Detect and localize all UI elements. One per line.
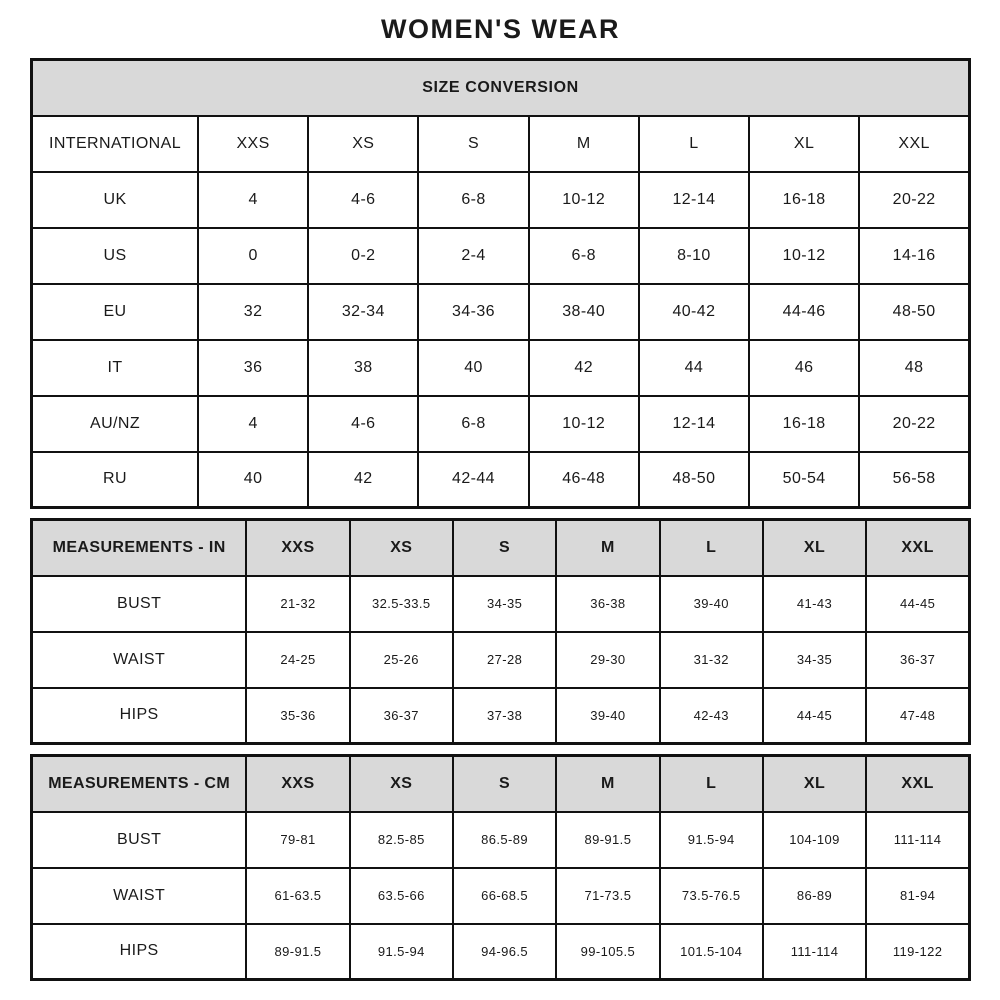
value-cell: 79-81 (246, 812, 349, 868)
row-label: EU (32, 284, 199, 340)
table-row (32, 284, 970, 340)
value-cell: 42-44 (418, 452, 528, 508)
value-cell: 32.5-33.5 (350, 576, 453, 632)
value-cell: 94-96.5 (453, 924, 556, 980)
size-conversion-body (32, 60, 970, 508)
row-label: IT (32, 340, 199, 396)
table-header-row (32, 756, 970, 812)
value-cell: 36-37 (866, 632, 969, 688)
row-label: WAIST (32, 632, 247, 688)
row-label: RU (32, 452, 199, 508)
value-cell: 63.5-66 (350, 868, 453, 924)
table-row (32, 172, 970, 228)
value-cell: 111-114 (763, 924, 866, 980)
value-cell: 4-6 (308, 172, 418, 228)
value-cell: 46-48 (529, 452, 639, 508)
value-cell: 73.5-76.5 (660, 868, 763, 924)
value-cell: 32 (198, 284, 308, 340)
size-column-header: L (660, 520, 763, 576)
value-cell: 6-8 (418, 172, 528, 228)
value-cell: 20-22 (859, 172, 969, 228)
value-cell: 38-40 (529, 284, 639, 340)
size-column-header: XS (350, 520, 453, 576)
value-cell: 34-35 (763, 632, 866, 688)
size-column-header: XXL (866, 756, 969, 812)
table-row (32, 812, 970, 868)
value-cell: 48 (859, 340, 969, 396)
value-cell: 50-54 (749, 452, 859, 508)
row-label: AU/NZ (32, 396, 199, 452)
value-cell: 91.5-94 (660, 812, 763, 868)
size-column-header: XXS (246, 756, 349, 812)
size-column-header: XS (308, 116, 418, 172)
value-cell: 24-25 (246, 632, 349, 688)
row-label: HIPS (32, 688, 247, 744)
value-cell: 101.5-104 (660, 924, 763, 980)
table-header-row (32, 116, 970, 172)
value-cell: 4 (198, 396, 308, 452)
value-cell: 42 (529, 340, 639, 396)
value-cell: 71-73.5 (556, 868, 659, 924)
size-column-header: XXL (866, 520, 969, 576)
value-cell: 111-114 (866, 812, 969, 868)
value-cell: 0 (198, 228, 308, 284)
table-row (32, 340, 970, 396)
value-cell: 16-18 (749, 396, 859, 452)
value-cell: 27-28 (453, 632, 556, 688)
value-cell: 4 (198, 172, 308, 228)
value-cell: 39-40 (556, 688, 659, 744)
value-cell: 29-30 (556, 632, 659, 688)
row-label: WAIST (32, 868, 247, 924)
value-cell: 32-34 (308, 284, 418, 340)
value-cell: 48-50 (639, 452, 749, 508)
value-cell: 20-22 (859, 396, 969, 452)
measurements-cm-table (30, 754, 971, 981)
value-cell: 81-94 (866, 868, 969, 924)
value-cell: 44-45 (866, 576, 969, 632)
value-cell: 31-32 (660, 632, 763, 688)
value-cell: 12-14 (639, 172, 749, 228)
value-cell: 8-10 (639, 228, 749, 284)
value-cell: 37-38 (453, 688, 556, 744)
value-cell: 40 (418, 340, 528, 396)
value-cell: 66-68.5 (453, 868, 556, 924)
value-cell: 44 (639, 340, 749, 396)
value-cell: 99-105.5 (556, 924, 659, 980)
value-cell: 119-122 (866, 924, 969, 980)
value-cell: 44-45 (763, 688, 866, 744)
value-cell: 61-63.5 (246, 868, 349, 924)
table-header-row (32, 520, 970, 576)
table-row (32, 688, 970, 744)
row-label: UK (32, 172, 199, 228)
size-column-header: S (453, 756, 556, 812)
value-cell: 36-37 (350, 688, 453, 744)
value-cell: 46 (749, 340, 859, 396)
size-column-header: M (556, 756, 659, 812)
value-cell: 25-26 (350, 632, 453, 688)
value-cell: 82.5-85 (350, 812, 453, 868)
value-cell: 91.5-94 (350, 924, 453, 980)
table-row (32, 228, 970, 284)
value-cell: 16-18 (749, 172, 859, 228)
table-row (32, 924, 970, 980)
size-column-header: XXS (198, 116, 308, 172)
value-cell: 40-42 (639, 284, 749, 340)
value-cell: 42-43 (660, 688, 763, 744)
value-cell: 0-2 (308, 228, 418, 284)
value-cell: 56-58 (859, 452, 969, 508)
value-cell: 10-12 (529, 396, 639, 452)
value-cell: 34-35 (453, 576, 556, 632)
value-cell: 6-8 (529, 228, 639, 284)
value-cell: 34-36 (418, 284, 528, 340)
value-cell: 104-109 (763, 812, 866, 868)
measurements-in-body (32, 520, 970, 744)
value-cell: 36 (198, 340, 308, 396)
value-cell: 86-89 (763, 868, 866, 924)
column-header-international: INTERNATIONAL (32, 116, 199, 172)
size-column-header: XL (749, 116, 859, 172)
value-cell: 40 (198, 452, 308, 508)
row-label: HIPS (32, 924, 247, 980)
value-cell: 38 (308, 340, 418, 396)
value-cell: 35-36 (246, 688, 349, 744)
row-label: US (32, 228, 199, 284)
table-row (32, 576, 970, 632)
value-cell: 47-48 (866, 688, 969, 744)
table-row (32, 868, 970, 924)
size-column-header: S (453, 520, 556, 576)
table-row (32, 396, 970, 452)
value-cell: 89-91.5 (556, 812, 659, 868)
value-cell: 14-16 (859, 228, 969, 284)
row-label: BUST (32, 812, 247, 868)
size-column-header: M (556, 520, 659, 576)
size-column-header: L (639, 116, 749, 172)
measurements-cm-title: MEASUREMENTS - CM (32, 756, 247, 812)
value-cell: 10-12 (749, 228, 859, 284)
value-cell: 36-38 (556, 576, 659, 632)
table-row (32, 452, 970, 508)
measurements-cm-body (32, 756, 970, 980)
size-column-header: M (529, 116, 639, 172)
size-conversion-title: SIZE CONVERSION (32, 60, 970, 116)
size-column-header: L (660, 756, 763, 812)
size-column-header: XXS (246, 520, 349, 576)
value-cell: 2-4 (418, 228, 528, 284)
size-column-header: XS (350, 756, 453, 812)
value-cell: 42 (308, 452, 418, 508)
row-label: BUST (32, 576, 247, 632)
value-cell: 86.5-89 (453, 812, 556, 868)
size-column-header: S (418, 116, 528, 172)
measurements-in-title: MEASUREMENTS - IN (32, 520, 247, 576)
value-cell: 44-46 (749, 284, 859, 340)
size-column-header: XL (763, 756, 866, 812)
value-cell: 21-32 (246, 576, 349, 632)
value-cell: 48-50 (859, 284, 969, 340)
value-cell: 4-6 (308, 396, 418, 452)
value-cell: 39-40 (660, 576, 763, 632)
size-column-header: XL (763, 520, 866, 576)
value-cell: 89-91.5 (246, 924, 349, 980)
size-column-header: XXL (859, 116, 969, 172)
value-cell: 41-43 (763, 576, 866, 632)
measurements-in-table (30, 518, 971, 745)
table-row (32, 632, 970, 688)
value-cell: 10-12 (529, 172, 639, 228)
size-conversion-title-row (32, 60, 970, 116)
value-cell: 6-8 (418, 396, 528, 452)
size-conversion-table (30, 58, 971, 509)
page-title: WOMEN'S WEAR (381, 14, 620, 44)
value-cell: 12-14 (639, 396, 749, 452)
